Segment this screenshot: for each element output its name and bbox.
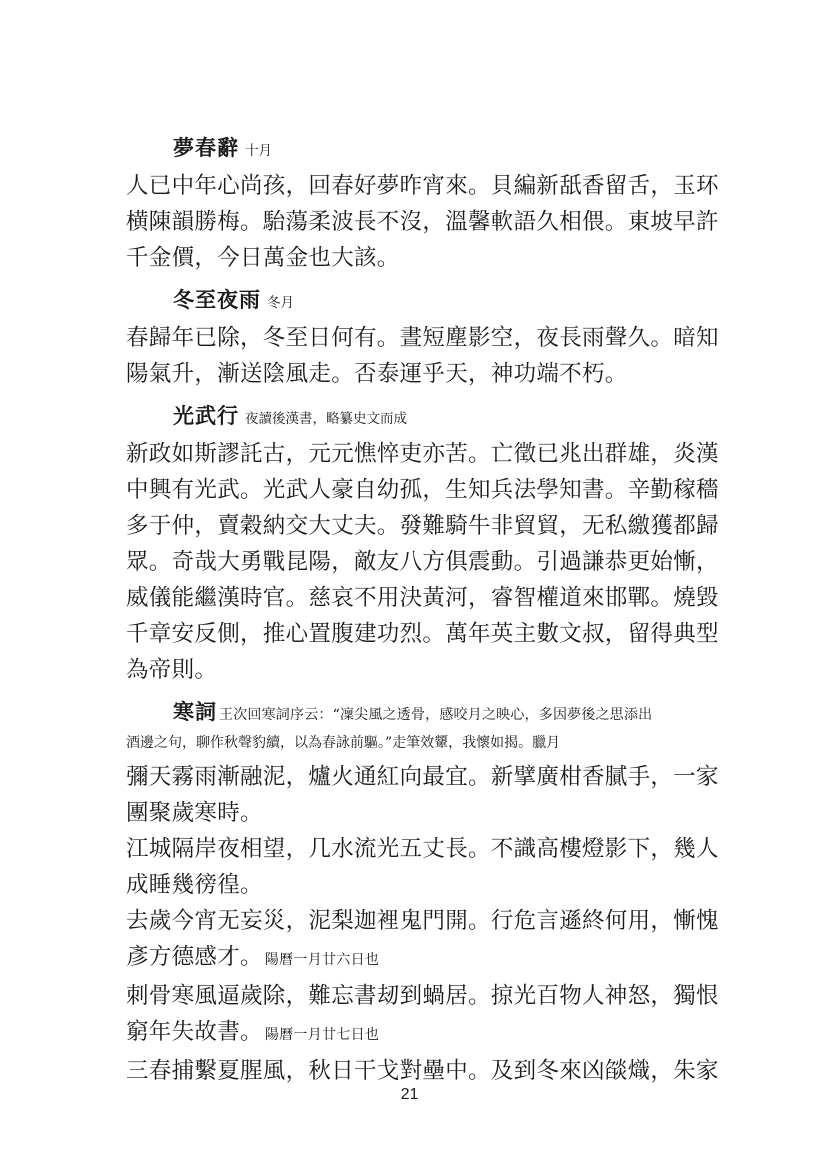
- poem-date-note: 冬月: [267, 295, 294, 311]
- preface-text: 王次回寒詞序云：“凜尖風之透骨，感咬月之映心，多因夢後之思添出: [219, 707, 653, 723]
- page-number: 21: [400, 1086, 419, 1103]
- poem-subtitle-note: 夜讀後漢書，略纂史文而成: [245, 411, 407, 427]
- poem-line: [126, 939, 726, 978]
- poem-title: 光武行: [173, 404, 239, 428]
- poem-line-text: 彥方德感才。: [126, 944, 263, 970]
- poem-line: 刺骨寒風逼歲除，難忘書刼到蝸居。掠光百物人神怒，獨恨: [126, 983, 719, 1009]
- stanza: [126, 903, 726, 978]
- date-note: 陽曆一月廿七日也: [264, 1027, 380, 1043]
- poem-line: 人已中年心尚孩，回春好夢昨宵來。貝編新舐香留舌，玉环: [126, 173, 719, 199]
- poem-heading: [126, 128, 726, 168]
- poem-line: 千金價，今日萬金也大該。: [126, 245, 400, 271]
- stanza: [126, 978, 726, 1053]
- stanza: [126, 831, 726, 903]
- preface-text-continued: 酒邊之句，聊作秋聲豹續，以為春詠前驅。”走筆效顰，我懷如揭。臘月: [126, 735, 561, 751]
- poem-line: [126, 1014, 726, 1053]
- poem-heading-with-preface: [126, 694, 726, 733]
- poem-line: 團聚歲寒時。: [126, 800, 263, 826]
- poem-line: 新政如斯謬託古，元元憔悴吏亦苦。亡徵已兆出群雄，炎漢: [126, 441, 719, 467]
- poem-body: [126, 320, 726, 392]
- poem-line: 陽氣升，漸送陰風走。否泰運乎天，神功端不朽。: [126, 361, 628, 387]
- poem-line: 千章安反側，推心置腹建功烈。萬年英主數文叔，留得典型: [126, 621, 719, 647]
- poem-line: 多于仲，賣穀納交大丈夫。發難騎牛非貿貿，无私繳獲都歸: [126, 513, 719, 539]
- date-note: 陽曆一月廿六日也: [264, 952, 380, 968]
- poem-line: 春歸年已除，冬至日何有。晝短塵影空，夜長雨聲久。暗知: [126, 325, 719, 351]
- poem-title: 夢春辭: [173, 136, 239, 160]
- poem-body: [126, 168, 726, 276]
- stanza: [126, 759, 726, 831]
- poem-line: 江城隔岸夜相望，几水流光五丈長。不識高樓燈影下，幾人: [126, 836, 719, 862]
- poem-line: 成睡幾徬徨。: [126, 872, 263, 898]
- poem-line: 為帝則。: [126, 657, 218, 683]
- poem-line: 三春捕繫夏腥風，秋日干戈對壘中。及到冬來凶燄熾，朱家: [126, 1058, 719, 1084]
- poem-date-note: 十月: [245, 143, 272, 159]
- stanza: [126, 1053, 726, 1089]
- poem-line: 彌天霧雨漸融泥，爐火通紅向最宜。新擘廣柑香膩手，一家: [126, 764, 719, 790]
- poem-line: 去歲今宵无妄災，泥梨迦裡鬼門開。行危言遜終何用，慚愧: [126, 908, 719, 934]
- poem-line: 威儀能繼漢時官。慈哀不用決黃河，睿智權道來邯鄲。燒毀: [126, 585, 719, 611]
- poem-title: 寒詞: [173, 700, 217, 724]
- poem-title: 冬至夜雨: [173, 288, 261, 312]
- poem-line: 横陳韻勝梅。駘蕩柔波長不沒，溫馨軟語久相偎。東坡早許: [126, 209, 719, 235]
- poem-heading: [126, 396, 726, 436]
- document-page: [126, 128, 726, 1089]
- poem-line: 眾。奇哉大勇戰昆陽，敵友八方俱震動。引過謙恭更始慚，: [126, 549, 719, 575]
- poem-heading: [126, 280, 726, 320]
- poem-line: 中興有光武。光武人豪自幼孤，生知兵法學知書。辛勤稼穡: [126, 477, 719, 503]
- poem-line-text: 窮年失故書。: [126, 1019, 263, 1045]
- poem-body: [126, 436, 726, 688]
